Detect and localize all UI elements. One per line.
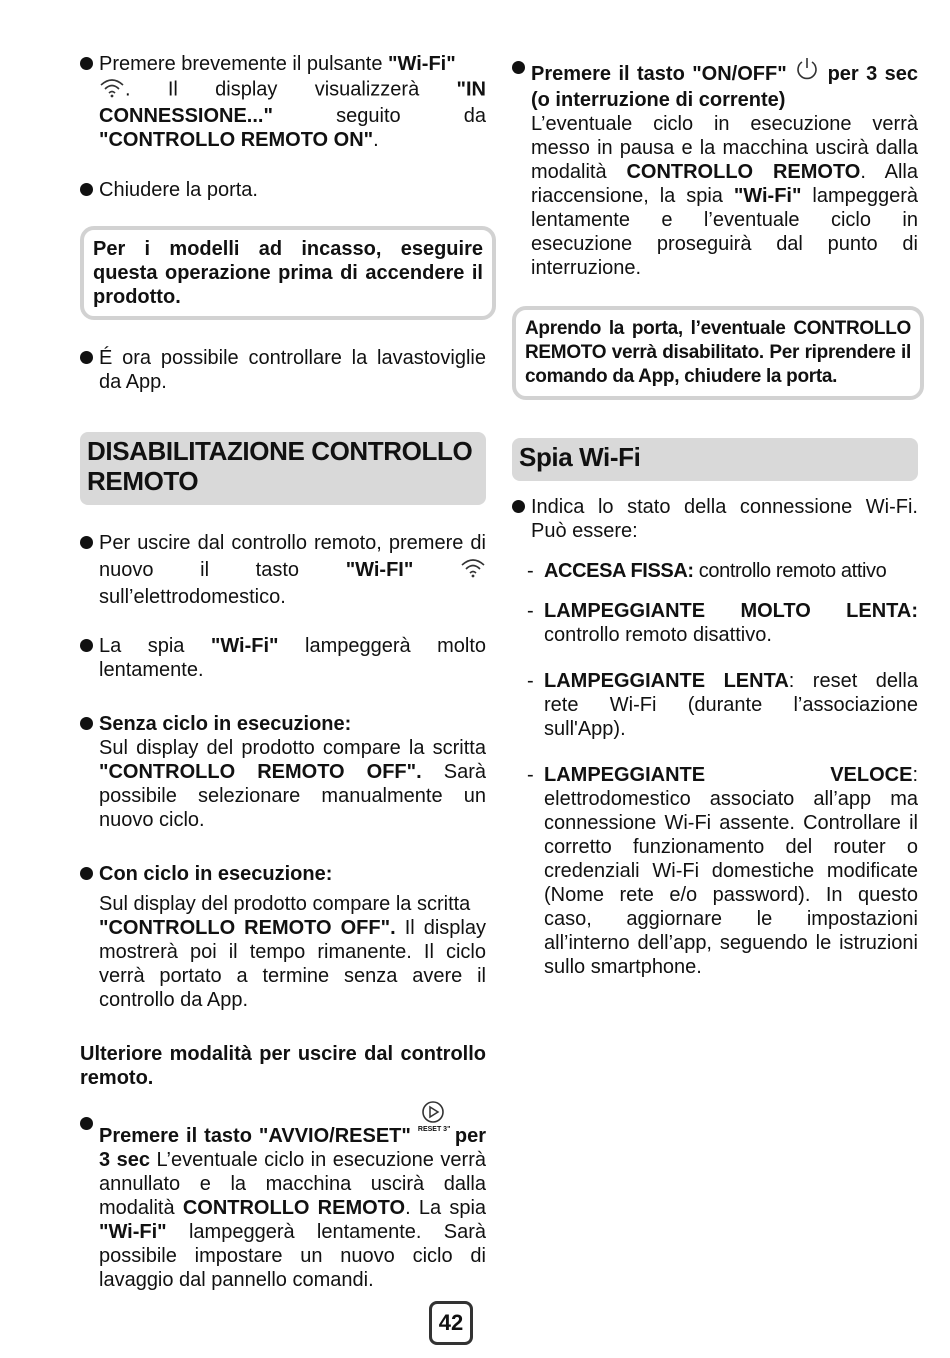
bullet-with-cycle: Con ciclo in esecuzione: Sul display del prodotto compare la scritta "CONTROLLO REMOTO OFF". Il display mostrerà poi il tempo rimanente. Il ciclo verrà portato a termine senza avere il controllo da App. — [80, 862, 486, 1012]
dash-marker: - — [527, 764, 534, 786]
start-reset-icon: RESET 3" — [418, 1112, 448, 1146]
led-state-item — [512, 559, 918, 583]
bullet-start-reset: Premere il tasto "AVVIO/RESET" RESET 3" per 3 sec L’eventuale ciclo in esecuzione verrà annullato e la macchina uscirà dalla modalità CONTROLLO REMOTO. La spia "Wi-Fi" lampeggerà lentamente. Sarà possibile impostare un nuovo ciclo di lavaggio dal pannello comandi. — [80, 1112, 486, 1292]
dash-marker: - — [527, 670, 534, 692]
led-state-text: controllo remoto disattivo. — [544, 624, 772, 646]
section-heading-disable: DISABILITAZIONE CONTROLLO REMOTO — [80, 432, 486, 505]
led-state-label: LAMPEGGIANTE LENTA — [544, 670, 789, 692]
dash-marker: - — [527, 600, 534, 622]
right-column — [512, 56, 918, 979]
led-state-label: LAMPEGGIANTE VELOCE — [544, 764, 913, 786]
bullet-close-door: Chiudere la porta. — [80, 178, 486, 202]
wifi-icon — [99, 76, 125, 104]
dash-marker: - — [527, 560, 534, 582]
led-state-text: : reset della rete Wi-Fi (durante l’associazione sull'App). — [544, 670, 918, 740]
page-number: 42 — [429, 1301, 473, 1345]
led-state-label: ACCESA FISSA: — [544, 560, 694, 582]
note-box-built-in: Per i modelli ad incasso, eseguire questa operazione prima di accendere il prodotto. — [80, 226, 496, 320]
wifi-icon — [460, 556, 486, 585]
led-state-list — [512, 559, 918, 979]
led-state-item — [512, 599, 918, 647]
note-box-open-door: Aprendo la porta, l’eventuale CONTROLLO REMOTO verrà disabilitato. Per riprendere il comando da App, chiudere la porta. — [512, 306, 924, 400]
bullet-exit-remote: Per uscire dal controllo remoto, premere di nuovo il tasto "Wi-FI" sull’elettrodomestico. — [80, 531, 486, 610]
led-state-text: : elettrodomestico associato all’app ma connessione Wi-Fi assente. Controllare il corretto funzionamento del router o credenziali Wi-Fi domestiche modificate (Nome rete e/o password). In questo caso, aggiornare le impostazioni all’interno dell’app, seguendo le istruzioni sullo smartphone. — [544, 764, 918, 978]
power-icon — [794, 56, 820, 88]
bullet-wifi-status: Indica lo stato della connessione Wi-Fi. Può essere: — [512, 495, 918, 543]
bullet-control-app: É ora possibile controllare la lavastoviglie da App. — [80, 346, 486, 394]
bullet-led-slow: La spia "Wi-Fi" lampeggerà molto lentamente. — [80, 634, 486, 682]
led-state-item — [512, 669, 918, 741]
bullet-no-cycle: Senza ciclo in esecuzione: Sul display del prodotto compare la scritta "CONTROLLO REMOTO OFF". Sarà possibile selezionare manualmente un nuovo ciclo. — [80, 712, 486, 832]
left-column — [80, 52, 486, 1292]
further-mode-title: Ulteriore modalità per uscire dal controllo remoto. — [80, 1043, 486, 1089]
led-state-label: LAMPEGGIANTE MOLTO LENTA: — [544, 600, 918, 622]
section-heading-wifi-led: Spia Wi-Fi — [512, 438, 918, 481]
bullet-press-onoff: Premere il tasto "ON/OFF" per 3 sec (o interruzione di corrente) L’eventuale ciclo in esecuzione verrà messo in pausa e la macchina uscirà dalla modalità CONTROLLO REMOTO. Alla riaccensione, la spia "Wi-Fi" lampeggerà lentamente e l’eventuale ciclo in esecuzione proseguirà dal punto di interruzione. — [512, 56, 918, 280]
bullet-press-wifi: Premere brevemente il pulsante "Wi-Fi" . Il display visualizzerà "IN CONNESSIONE..." seguito da "CONTROLLO REMOTO ON". — [80, 52, 486, 152]
led-state-text: controllo remoto attivo — [693, 560, 887, 582]
led-state-item — [512, 763, 918, 979]
